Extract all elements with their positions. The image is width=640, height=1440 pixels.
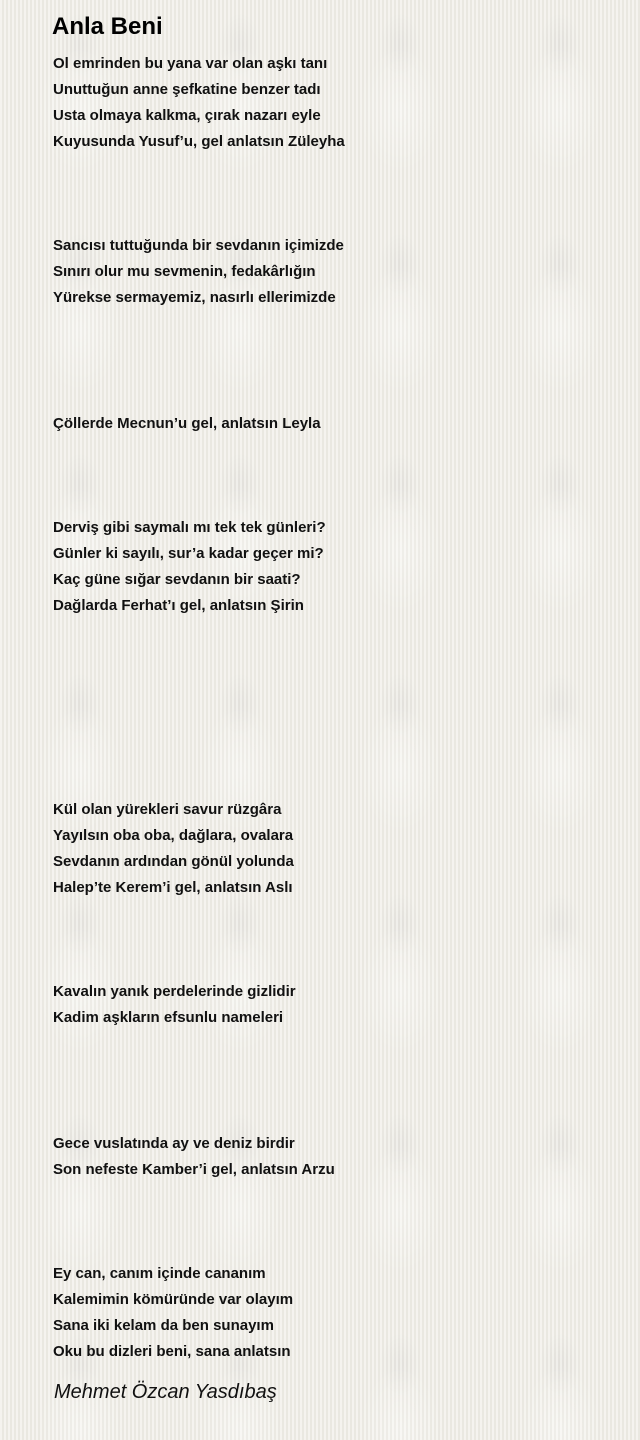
poem-line: Yayılsın oba oba, dağlara, ovalara — [53, 827, 294, 844]
poem-line: Sınırı olur mu sevmenin, fedakârlığın — [53, 263, 316, 280]
poem-line: Halep’te Kerem’i gel, anlatsın Aslı — [53, 879, 293, 896]
poem-line: Usta olmaya kalkma, çırak nazarı eyle — [53, 107, 321, 124]
poem-line: Dağlarda Ferhat’ı gel, anlatsın Şirin — [53, 597, 304, 614]
poem-line: Sancısı tuttuğunda bir sevdanın içimizde — [53, 237, 344, 254]
poem-line: Oku bu dizleri beni, sana anlatsın — [53, 1343, 291, 1360]
poem-line: Kül olan yürekleri savur rüzgâra — [53, 801, 282, 818]
poem-line: Derviş gibi saymalı mı tek tek günleri? — [53, 519, 326, 536]
poem-line: Kuyusunda Yusuf’u, gel anlatsın Züleyha — [53, 133, 345, 150]
poem-author: Mehmet Özcan Yasdıbaş — [54, 1381, 277, 1403]
poem-line: Çöllerde Mecnun’u gel, anlatsın Leyla — [53, 415, 321, 432]
poem-line: Sana iki kelam da ben sunayım — [53, 1317, 274, 1334]
poem-line: Kalemimin kömüründe var olayım — [53, 1291, 294, 1308]
poem-line: Ey can, canım içinde cananım — [53, 1265, 266, 1282]
poem-line: Unuttuğun anne şefkatine benzer tadı — [53, 81, 321, 98]
poem-title: Anla Beni — [52, 13, 163, 40]
poem-line: Kadim aşkların efsunlu nameleri — [53, 1009, 284, 1026]
poem-line: Ol emrinden bu yana var olan aşkı tanı — [53, 55, 328, 72]
poem-line: Son nefeste Kamber’i gel, anlatsın Arzu — [53, 1161, 335, 1178]
poem-line: Gece vuslatında ay ve deniz birdir — [53, 1135, 295, 1152]
poem-line: Kaç güne sığar sevdanın bir saati? — [53, 571, 301, 588]
poem-line: Günler ki sayılı, sur’a kadar geçer mi? — [53, 545, 324, 562]
poem-line: Kavalın yanık perdelerinde gizlidir — [53, 983, 296, 1000]
poem-line: Yürekse sermayemiz, nasırlı ellerimizde — [53, 289, 336, 306]
poem-line: Sevdanın ardından gönül yolunda — [53, 853, 294, 870]
